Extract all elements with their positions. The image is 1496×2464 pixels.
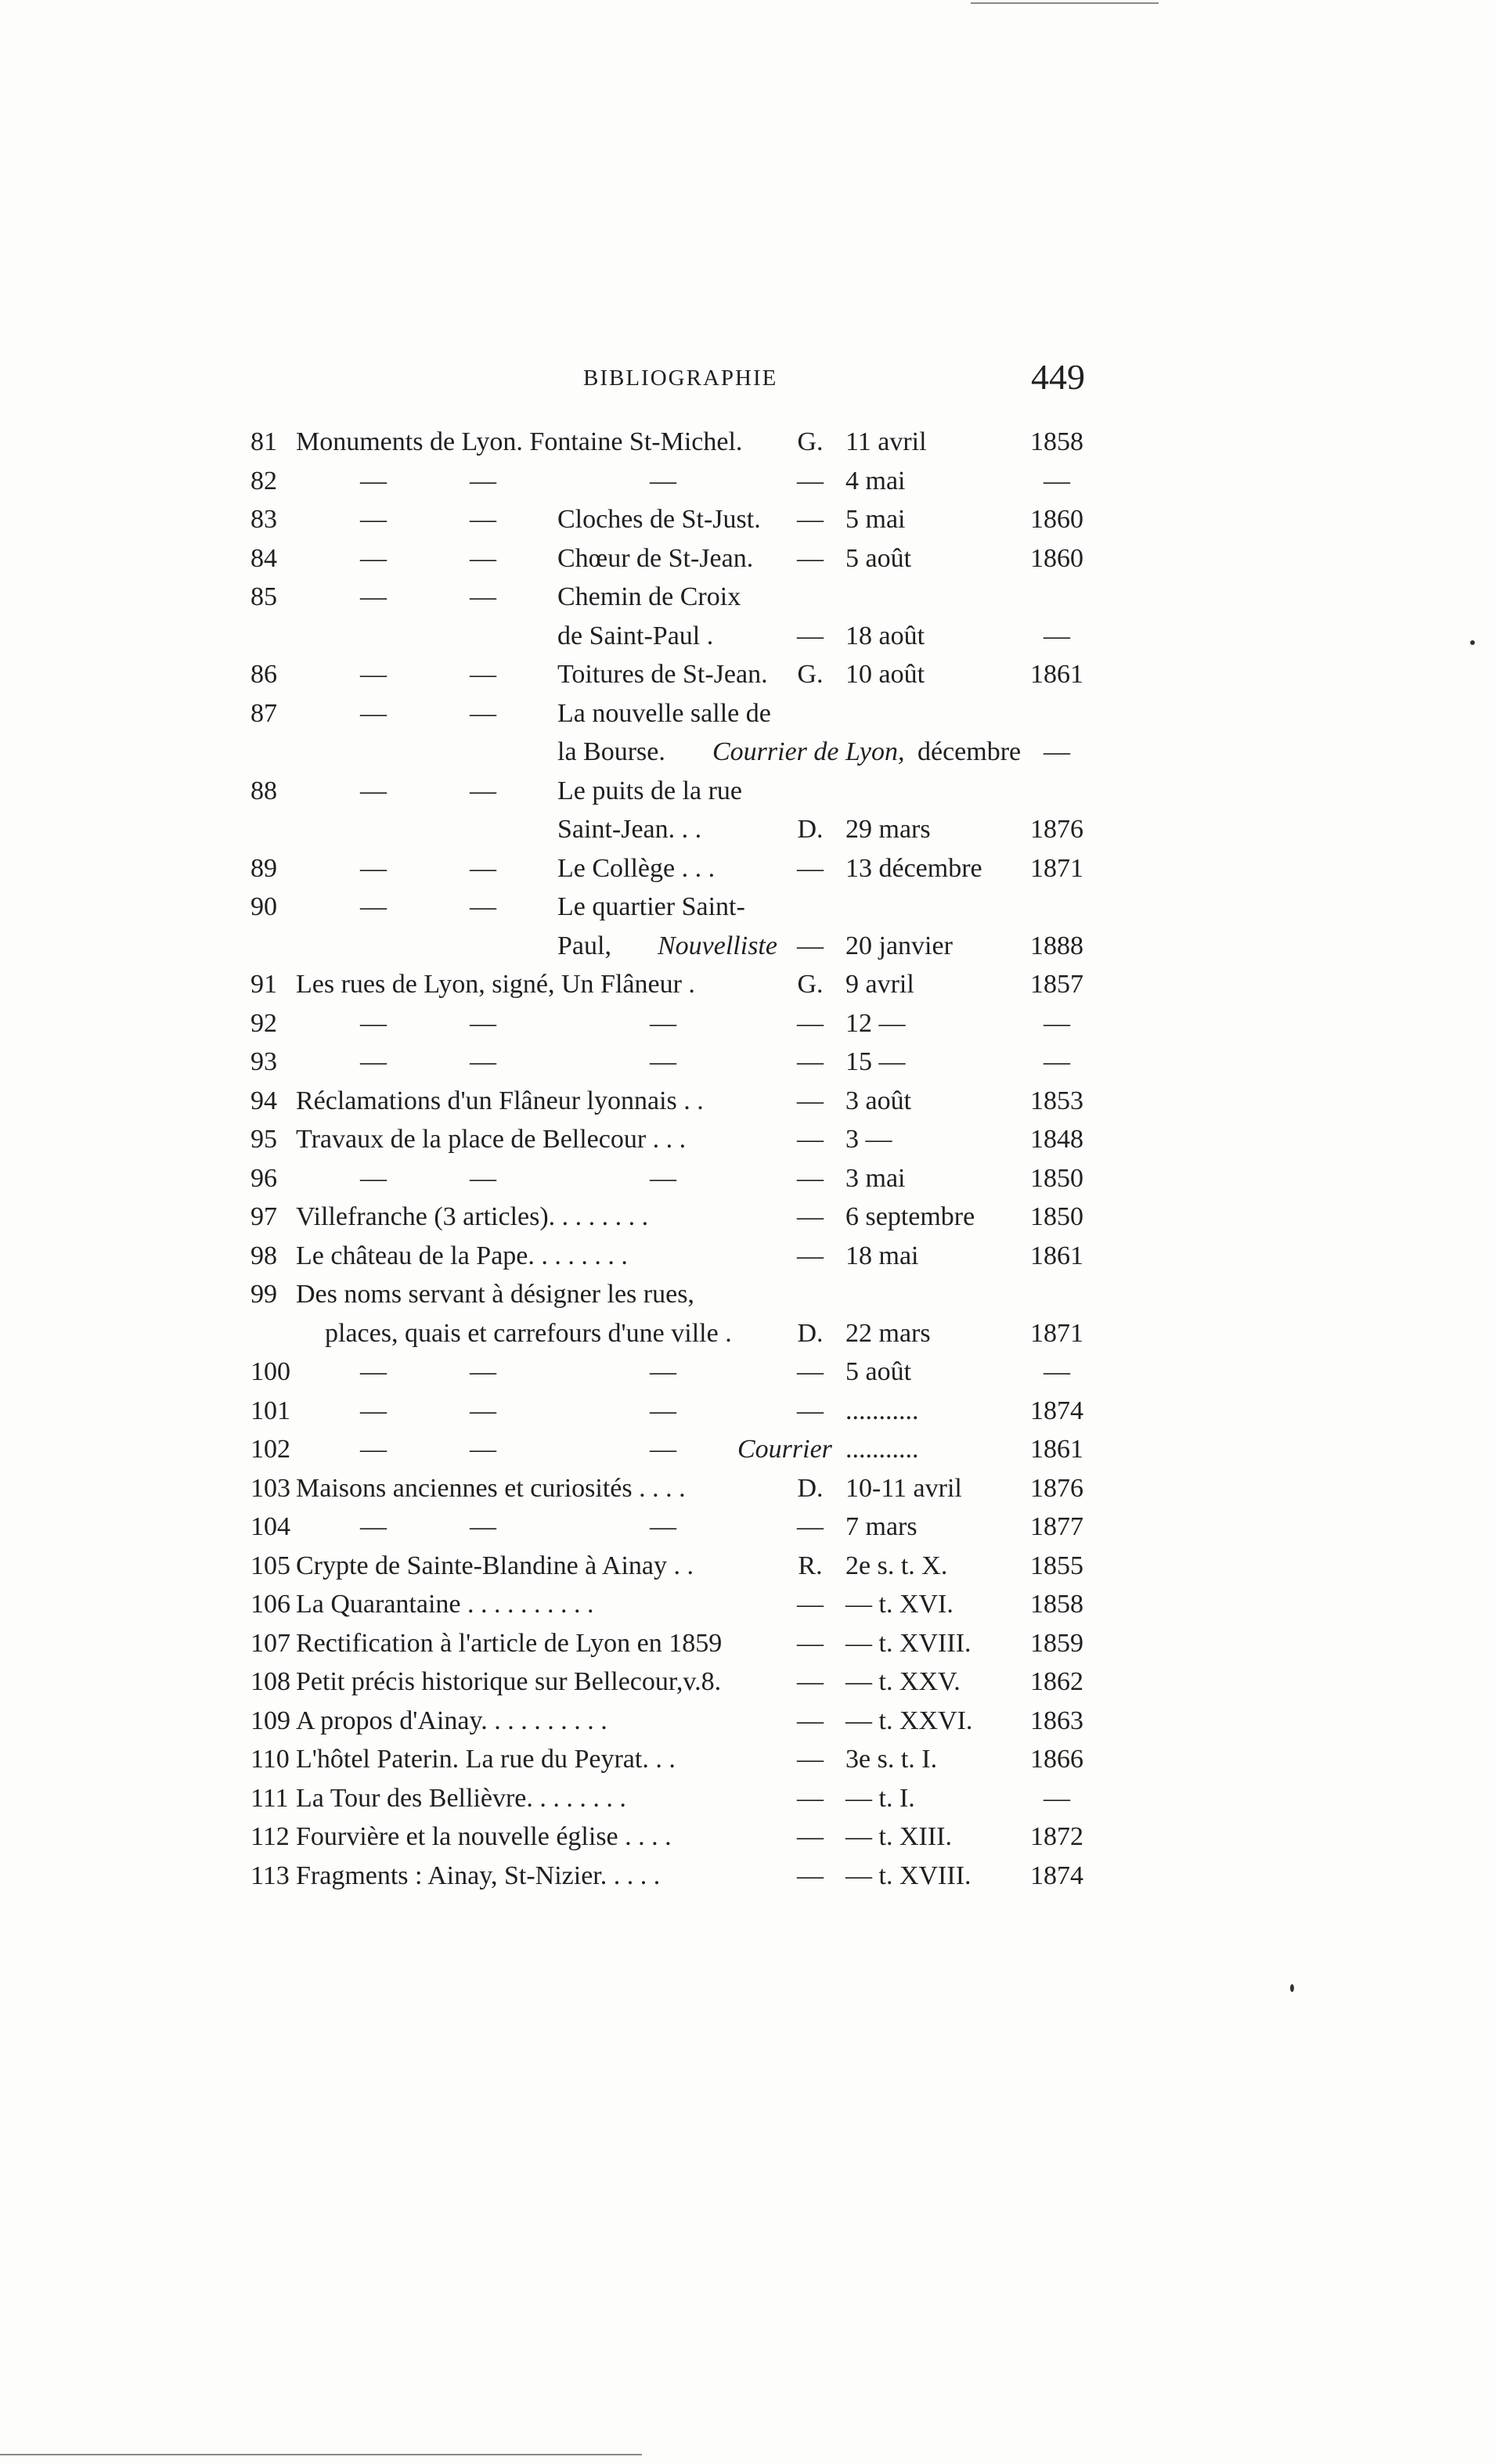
publication-mark: —: [797, 1163, 824, 1193]
ditto-dash: —: [470, 660, 496, 689]
entry-date: 20 janvier: [845, 931, 953, 960]
page-number: 449: [1031, 357, 1085, 397]
ditto-dash: —: [360, 582, 387, 611]
entry-date: 11 avril: [845, 427, 927, 456]
entry-year: —: [1044, 1783, 1070, 1813]
entry-year: 1872: [1030, 1822, 1083, 1851]
entry-date: 5 mai: [845, 505, 906, 534]
entry-row: [251, 578, 1112, 617]
publication-mark: —: [797, 1745, 824, 1774]
entry-title: places, quais et carrefours d'une ville .: [325, 1318, 732, 1348]
publication-mark: —: [797, 1590, 824, 1619]
publication-mark: —: [797, 1357, 824, 1386]
entry-year: 1858: [1030, 427, 1083, 456]
entry-year: 1857: [1030, 970, 1083, 999]
entry-year: 1871: [1030, 1318, 1083, 1348]
entry-row: [251, 1779, 1112, 1818]
entry-number: 107: [251, 1628, 290, 1658]
entry-number: 102: [251, 1435, 290, 1464]
entry-row: [251, 1353, 1112, 1392]
ditto-dash: —: [470, 543, 496, 573]
page-header: [251, 356, 1096, 411]
running-head: BIBLIOGRAPHIE: [583, 366, 778, 391]
entry-row: [251, 1624, 1112, 1663]
entry-date: 5 août: [845, 543, 912, 573]
ditto-dash: —: [360, 892, 387, 921]
entry-row: [251, 1547, 1112, 1586]
entry-date: 3 mai: [845, 1163, 906, 1193]
ditto-dash: —: [650, 1512, 676, 1541]
entry-year: 1874: [1030, 1861, 1083, 1890]
ditto-dash: —: [470, 1435, 496, 1464]
entry-number: 96: [251, 1163, 277, 1193]
entry-title: Cloches de St-Just.: [557, 505, 761, 534]
entry-row: [251, 1159, 1112, 1198]
entry-date: 4 mai: [845, 466, 906, 495]
ditto-dash: —: [360, 1163, 387, 1193]
entry-row: [251, 1043, 1112, 1082]
entry-row: [251, 694, 1112, 733]
entry-number: 84: [251, 543, 277, 573]
entry-year: —: [1044, 1047, 1070, 1076]
entry-date: 12 —: [845, 1008, 906, 1038]
publication-mark: G.: [797, 970, 824, 999]
entry-number: 86: [251, 660, 277, 689]
ditto-dash: —: [650, 1357, 676, 1386]
entry-row: [251, 733, 1112, 772]
ditto-dash: —: [470, 776, 496, 805]
publication-mark: —: [797, 1512, 824, 1541]
entry-number: 109: [251, 1706, 290, 1735]
entry-date: ...........: [845, 1435, 919, 1464]
ditto-dash: —: [360, 1008, 387, 1038]
entry-title: Petit précis historique sur Bellecour,v.8.: [296, 1667, 722, 1696]
ditto-dash: —: [470, 1357, 496, 1386]
entry-title: Travaux de la place de Bellecour . . .: [296, 1125, 687, 1154]
entry-title: Paul,: [557, 931, 611, 960]
publication-mark: —: [797, 466, 824, 495]
entry-row: [251, 1120, 1112, 1159]
publication-mark: —: [797, 1086, 824, 1115]
entry-row: [251, 617, 1112, 656]
scan-speck: [1470, 640, 1475, 645]
entry-title: La Tour des Bellièvre. . . . . . . .: [296, 1783, 626, 1813]
entry-date: 10 août: [845, 660, 925, 689]
entry-title: Rectification à l'article de Lyon en 1859: [296, 1628, 723, 1658]
entry-year: 1888: [1030, 931, 1083, 960]
entry-year: 1862: [1030, 1667, 1083, 1696]
entry-row: [251, 1469, 1112, 1508]
entry-row: [251, 772, 1112, 811]
publication-mark: —: [797, 931, 824, 960]
ditto-dash: —: [360, 1512, 387, 1541]
publication-name: Nouvelliste: [658, 931, 777, 960]
entry-row: [251, 500, 1112, 539]
entry-title: Crypte de Sainte-Blandine à Ainay . .: [296, 1551, 694, 1580]
entry-row: [251, 965, 1112, 1004]
ditto-dash: —: [360, 1047, 387, 1076]
entry-row: [251, 1817, 1112, 1857]
entry-number: 95: [251, 1125, 277, 1154]
publication-mark: —: [797, 1706, 824, 1735]
ditto-dash: —: [360, 853, 387, 883]
entry-number: 92: [251, 1008, 277, 1038]
entry-date: 5 août: [845, 1357, 912, 1386]
publication-mark: D.: [797, 1473, 824, 1503]
ditto-dash: —: [470, 698, 496, 728]
ditto-dash: —: [650, 1047, 676, 1076]
entry-title: Réclamations d'un Flâneur lyonnais . .: [296, 1086, 704, 1115]
entry-row: [251, 1857, 1112, 1896]
entry-row: [251, 888, 1112, 927]
entry-number: 98: [251, 1241, 277, 1270]
entry-year: —: [1044, 1357, 1070, 1386]
entry-year: 1877: [1030, 1512, 1083, 1541]
entry-year: —: [1044, 466, 1070, 495]
ditto-dash: —: [360, 698, 387, 728]
entry-date: 29 mars: [845, 815, 931, 844]
entry-year: 1876: [1030, 1473, 1083, 1503]
entry-number: 91: [251, 970, 277, 999]
entry-title: Fourvière et la nouvelle église . . . .: [296, 1822, 672, 1851]
publication-mark: D.: [797, 1318, 824, 1348]
entry-number: 89: [251, 853, 277, 883]
ditto-dash: —: [360, 1357, 387, 1386]
entry-number: 90: [251, 892, 277, 921]
entry-date: 18 mai: [845, 1241, 919, 1270]
entry-title: Toitures de St-Jean.: [557, 660, 768, 689]
ditto-dash: —: [470, 1396, 496, 1425]
entry-row: [251, 1392, 1112, 1431]
publication-mark: —: [797, 1008, 824, 1038]
entry-date: 13 décembre: [845, 853, 982, 883]
entry-number: 110: [251, 1745, 290, 1774]
entry-number: 105: [251, 1551, 290, 1580]
entry-row: [251, 1004, 1112, 1043]
entry-title: A propos d'Ainay. . . . . . . . . .: [296, 1706, 607, 1735]
entry-number: 94: [251, 1086, 277, 1115]
ditto-dash: —: [360, 505, 387, 534]
entry-number: 111: [251, 1783, 289, 1813]
entry-date: 3e s. t. I.: [845, 1745, 938, 1774]
publication-mark: —: [797, 1783, 824, 1813]
entry-date: — t. XIII.: [845, 1822, 952, 1851]
entry-row: [251, 1314, 1112, 1353]
entry-year: 1866: [1030, 1745, 1083, 1774]
publication-mark: R.: [798, 1551, 823, 1580]
entry-year: 1858: [1030, 1590, 1083, 1619]
entry-row: [251, 1082, 1112, 1121]
entry-number: 81: [251, 427, 277, 456]
entry-row: [251, 1662, 1112, 1702]
entry-number: 113: [251, 1861, 290, 1890]
entry-year: 1850: [1030, 1202, 1083, 1231]
entry-title: La nouvelle salle de: [557, 698, 771, 728]
entry-year: —: [1044, 1008, 1070, 1038]
ditto-dash: —: [360, 1396, 387, 1425]
entry-title: Le Collège . . .: [557, 853, 716, 883]
entry-year: 1859: [1030, 1628, 1083, 1658]
ditto-dash: —: [470, 892, 496, 921]
entry-row: [251, 1198, 1112, 1237]
entry-title: L'hôtel Paterin. La rue du Peyrat. . .: [296, 1745, 676, 1774]
entry-date: 3 août: [845, 1086, 912, 1115]
bibliography-list: [251, 423, 1112, 1895]
entry-date: 18 août: [845, 621, 925, 650]
entry-date: — t. XXVI.: [845, 1706, 973, 1735]
entry-date: ...........: [845, 1396, 919, 1425]
entry-date: — t. XVIII.: [845, 1861, 971, 1890]
entry-title: Maisons anciennes et curiosités . . . .: [296, 1473, 686, 1503]
entry-year: 1871: [1030, 853, 1083, 883]
ditto-dash: —: [360, 466, 387, 495]
entry-title: Les rues de Lyon, signé, Un Flâneur .: [296, 970, 695, 999]
entry-row: [251, 462, 1112, 501]
publication-mark: —: [797, 853, 824, 883]
scan-speck: [1290, 1984, 1294, 1992]
ditto-dash: —: [650, 1008, 676, 1038]
ditto-dash: —: [650, 1435, 676, 1464]
ditto-dash: —: [470, 466, 496, 495]
entry-title: Le château de la Pape. . . . . . . .: [296, 1241, 628, 1270]
entry-date: — t. I.: [845, 1783, 915, 1813]
entry-row: [251, 810, 1112, 849]
entry-row: [251, 423, 1112, 462]
publication-name: Courrier de Lyon,: [712, 737, 905, 766]
entry-title: Chemin de Croix: [557, 582, 741, 611]
entry-row: [251, 1237, 1112, 1276]
ditto-dash: —: [360, 543, 387, 573]
entry-number: 83: [251, 505, 277, 534]
entry-title: de Saint-Paul .: [557, 621, 714, 650]
page-edge-mark: [971, 2, 1159, 4]
entry-row: [251, 1702, 1112, 1741]
entry-number: 99: [251, 1280, 277, 1309]
entry-number: 108: [251, 1667, 290, 1696]
entry-year: 1874: [1030, 1396, 1083, 1425]
publication-mark: —: [797, 1667, 824, 1696]
ditto-dash: —: [470, 1047, 496, 1076]
entry-number: 97: [251, 1202, 277, 1231]
publication-mark: —: [797, 505, 824, 534]
publication-mark: —: [797, 1396, 824, 1425]
ditto-dash: —: [470, 582, 496, 611]
entry-date: 10-11 avril: [845, 1473, 962, 1503]
entry-title: Chœur de St-Jean.: [557, 543, 754, 573]
entry-year: 1853: [1030, 1086, 1083, 1115]
entry-row: [251, 1585, 1112, 1624]
publication-mark: G.: [797, 427, 824, 456]
entry-date: 2e s. t. X.: [845, 1551, 948, 1580]
entry-date: 6 septembre: [845, 1202, 975, 1231]
entry-year: 1861: [1030, 1241, 1083, 1270]
entry-title: la Bourse.: [557, 737, 665, 766]
entry-number: 100: [251, 1357, 290, 1386]
entry-number: 87: [251, 698, 277, 728]
publication-name: Courrier: [737, 1435, 832, 1464]
entry-row: [251, 1430, 1112, 1469]
entry-year: —: [1044, 621, 1070, 650]
entry-date: — t. XVI.: [845, 1590, 953, 1619]
entry-year: 1850: [1030, 1163, 1083, 1193]
entry-title: Saint-Jean. . .: [557, 815, 702, 844]
entry-date: — t. XXV.: [845, 1667, 961, 1696]
ditto-dash: —: [470, 1163, 496, 1193]
entry-year: 1863: [1030, 1706, 1083, 1735]
ditto-dash: —: [360, 660, 387, 689]
publication-mark: —: [797, 621, 824, 650]
entry-title: Fragments : Ainay, St-Nizier. . . . .: [296, 1861, 661, 1890]
entry-date: 22 mars: [845, 1318, 931, 1348]
publication-mark: —: [797, 543, 824, 573]
entry-title: La Quarantaine . . . . . . . . . .: [296, 1590, 594, 1619]
publication-mark: —: [797, 1861, 824, 1890]
publication-mark: —: [797, 1241, 824, 1270]
entry-year: 1848: [1030, 1125, 1083, 1154]
ditto-dash: —: [470, 853, 496, 883]
ditto-dash: —: [360, 776, 387, 805]
ditto-dash: —: [470, 1512, 496, 1541]
entry-year: 1861: [1030, 660, 1083, 689]
publication-mark: D.: [797, 815, 824, 844]
entry-title: Villefranche (3 articles). . . . . . . .: [296, 1202, 649, 1231]
entry-year: 1860: [1030, 505, 1083, 534]
entry-number: 85: [251, 582, 277, 611]
entry-title: Le puits de la rue: [557, 776, 743, 805]
entry-number: 112: [251, 1822, 290, 1851]
entry-row: [251, 1275, 1112, 1314]
publication-mark: —: [797, 1628, 824, 1658]
entry-year: —: [1044, 737, 1070, 766]
entry-date: — t. XVIII.: [845, 1628, 971, 1658]
publication-mark: G.: [797, 660, 824, 689]
entry-row: [251, 1740, 1112, 1779]
entry-date: 15 —: [845, 1047, 906, 1076]
entry-row: [251, 539, 1112, 578]
entry-title: Le quartier Saint-: [557, 892, 745, 921]
entry-number: 103: [251, 1473, 290, 1503]
ditto-dash: —: [360, 1435, 387, 1464]
entry-title: Des noms servant à désigner les rues,: [296, 1280, 694, 1309]
entry-number: 104: [251, 1512, 290, 1541]
entry-number: 93: [251, 1047, 277, 1076]
page-edge-mark: [0, 2454, 642, 2455]
entry-date: 7 mars: [845, 1512, 917, 1541]
entry-number: 88: [251, 776, 277, 805]
entry-number: 106: [251, 1590, 290, 1619]
ditto-dash: —: [650, 1396, 676, 1425]
ditto-dash: —: [470, 505, 496, 534]
entry-row: [251, 849, 1112, 888]
ditto-dash: —: [650, 466, 676, 495]
entry-date: 3 —: [845, 1125, 892, 1154]
publication-mark: —: [797, 1822, 824, 1851]
publication-mark: —: [797, 1047, 824, 1076]
entry-date: décembre: [917, 737, 1022, 766]
entry-row: [251, 927, 1112, 966]
ditto-dash: —: [650, 1163, 676, 1193]
entry-year: 1861: [1030, 1435, 1083, 1464]
entry-number: 82: [251, 466, 277, 495]
entry-year: 1860: [1030, 543, 1083, 573]
entry-date: 9 avril: [845, 970, 914, 999]
entry-number: 101: [251, 1396, 290, 1425]
entry-year: 1855: [1030, 1551, 1083, 1580]
ditto-dash: —: [470, 1008, 496, 1038]
publication-mark: —: [797, 1202, 824, 1231]
entry-row: [251, 1508, 1112, 1547]
entry-title: Monuments de Lyon. Fontaine St-Michel.: [296, 427, 743, 456]
entry-row: [251, 655, 1112, 694]
entry-year: 1876: [1030, 815, 1083, 844]
publication-mark: —: [797, 1125, 824, 1154]
